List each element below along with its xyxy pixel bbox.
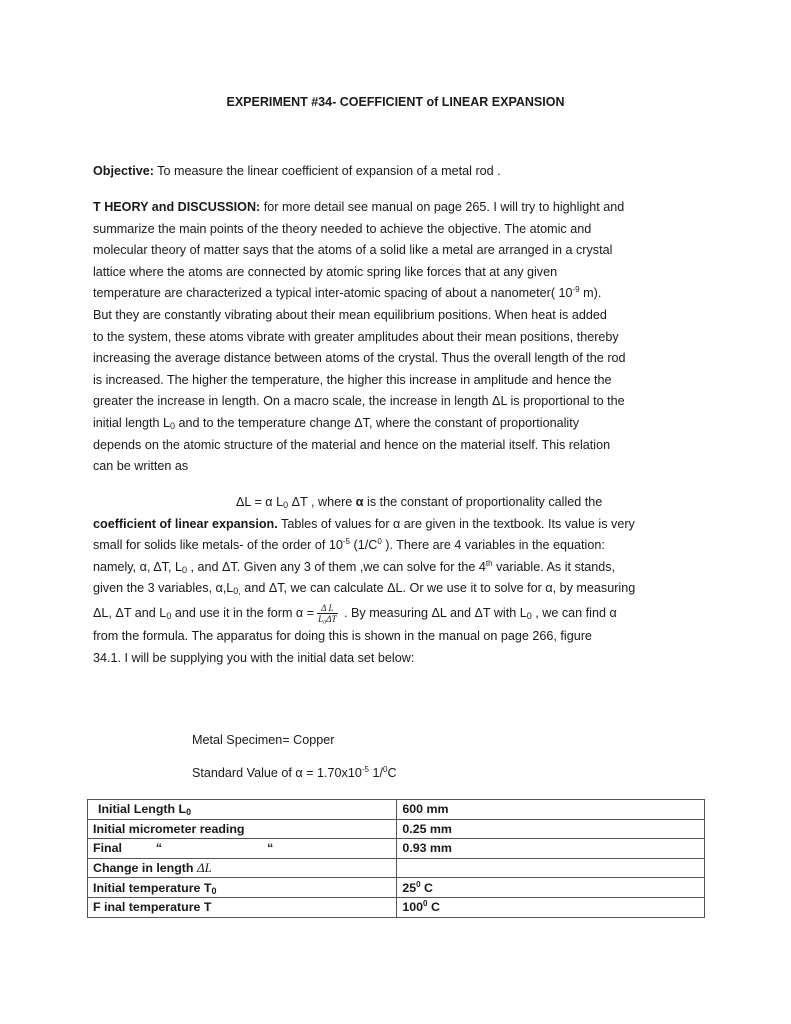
theory-line: to the system, these atoms vibrate with greater amplitudes about their mean positions, thereby bbox=[93, 329, 619, 344]
theory-label: T HEORY and DISCUSSION: bbox=[93, 200, 261, 214]
objective-paragraph bbox=[93, 161, 705, 183]
table-cell-value: 0.93 mm bbox=[397, 839, 705, 859]
table-cell-value: $100^0$ C bbox=[397, 897, 705, 917]
table-cell-label: Initial Length $L_0$ bbox=[88, 800, 397, 820]
table-row bbox=[88, 878, 705, 898]
metal-specimen: Metal Specimen= Copper bbox=[192, 733, 335, 747]
objective-label: Objective: bbox=[93, 164, 154, 178]
data-table bbox=[87, 799, 705, 918]
page-title: EXPERIMENT #34- COEFFICIENT of LINEAR EXPANSION bbox=[226, 95, 565, 109]
table-cell-value: $25^0$ C bbox=[397, 878, 705, 898]
theory-paragraph bbox=[93, 197, 705, 478]
coef-line-formula: ΔL, ΔT and $L_0$ and use it in the form α = $\frac{\text{Δ L}}{\text{L₀ΔT}}$ . By measuring ΔL and ΔT with $L_0$ , we can find α bbox=[93, 603, 617, 625]
theory-line: initial length $L_0$ and to the temperature change ΔT, where the constant of proportionality bbox=[93, 415, 579, 431]
table-row bbox=[88, 800, 705, 820]
theory-line: summarize the main points of the theory needed to achieve the objective. The atomic and bbox=[93, 221, 592, 236]
theory-line: greater the increase in length. On a macro scale, the increase in length ΔL is proportional to the bbox=[93, 394, 625, 409]
table-cell-label: Initial micrometer reading bbox=[88, 819, 397, 839]
table-cell-label: F inal temperature T bbox=[88, 897, 397, 917]
coef-line: namely, α, ΔT, $L_0$ , and ΔT. Given any 3 of them ,we can solve for the 4th variable. As it stands, bbox=[93, 558, 616, 575]
alpha-fraction: $\frac{\text{Δ L}}{\text{L₀ΔT}}$ bbox=[318, 603, 337, 625]
table-cell-value: 0.25 mm bbox=[397, 819, 705, 839]
table-cell-value: 600 mm bbox=[397, 800, 705, 820]
table-cell-label: Initial temperature $T_0$ bbox=[88, 878, 397, 898]
theory-line: for more detail see manual on page 265. I will try to highlight and bbox=[260, 200, 625, 214]
standard-value: Standard Value of $\alpha = 1.70x10^{-5}$ 1/$^0$C bbox=[192, 765, 397, 780]
theory-line: can be written as bbox=[93, 459, 189, 474]
table-row bbox=[88, 839, 705, 859]
theory-line: is increased. The higher the temperature, the higher this increase in amplitude and hence the bbox=[93, 372, 612, 387]
theory-line: But they are constantly vibrating about their mean equilibrium positions. When heat is added bbox=[93, 307, 607, 322]
table-cell-label: Final “ “ bbox=[88, 839, 397, 859]
coef-line: 34.1. I will be supplying you with the initial data set below: bbox=[93, 650, 415, 665]
coef-line: from the formula. The apparatus for doing this is shown in the manual on page 266, figure bbox=[93, 628, 592, 643]
theory-line: lattice where the atoms are connected by atomic spring like forces that at any given bbox=[93, 264, 558, 279]
equation-line: ΔL = α $L_0$ ΔT , where α is the constant of proportionality called the bbox=[236, 495, 603, 510]
table-row bbox=[88, 858, 705, 878]
theory-line: temperature are characterized a typical inter-atomic spacing of about a nanometer( $10^{-9}$ m). bbox=[93, 285, 602, 301]
coef-line: coefficient of linear expansion. Tables of values for α are given in the textbook. Its value is very bbox=[93, 516, 635, 531]
table-row bbox=[88, 819, 705, 839]
coef-line: given the 3 variables, $\alpha,L_{0,}$ and ΔT, we can calculate ΔL. Or we use it to solve for α, by measuring bbox=[93, 581, 636, 597]
theory-line: increasing the average distance between atoms of the crystal. Thus the overall length of the rod bbox=[93, 351, 626, 366]
table-row bbox=[88, 897, 705, 917]
objective-text: To measure the linear coefficient of expansion of a metal rod . bbox=[153, 164, 501, 178]
coefficient-paragraph bbox=[93, 492, 705, 669]
table-cell-value bbox=[397, 858, 705, 878]
table-cell-label: Change in length ΔL bbox=[88, 858, 397, 878]
theory-line: molecular theory of matter says that the atoms of a solid like a metal are arranged in a crystal bbox=[93, 243, 613, 258]
theory-line: depends on the atomic structure of the material and hence on the material itself. This relation bbox=[93, 437, 611, 452]
coef-line: small for solids like metals- of the order of $10^{-5}$ ($1/C^0$ ). There are 4 variables in the equation: bbox=[93, 537, 605, 553]
